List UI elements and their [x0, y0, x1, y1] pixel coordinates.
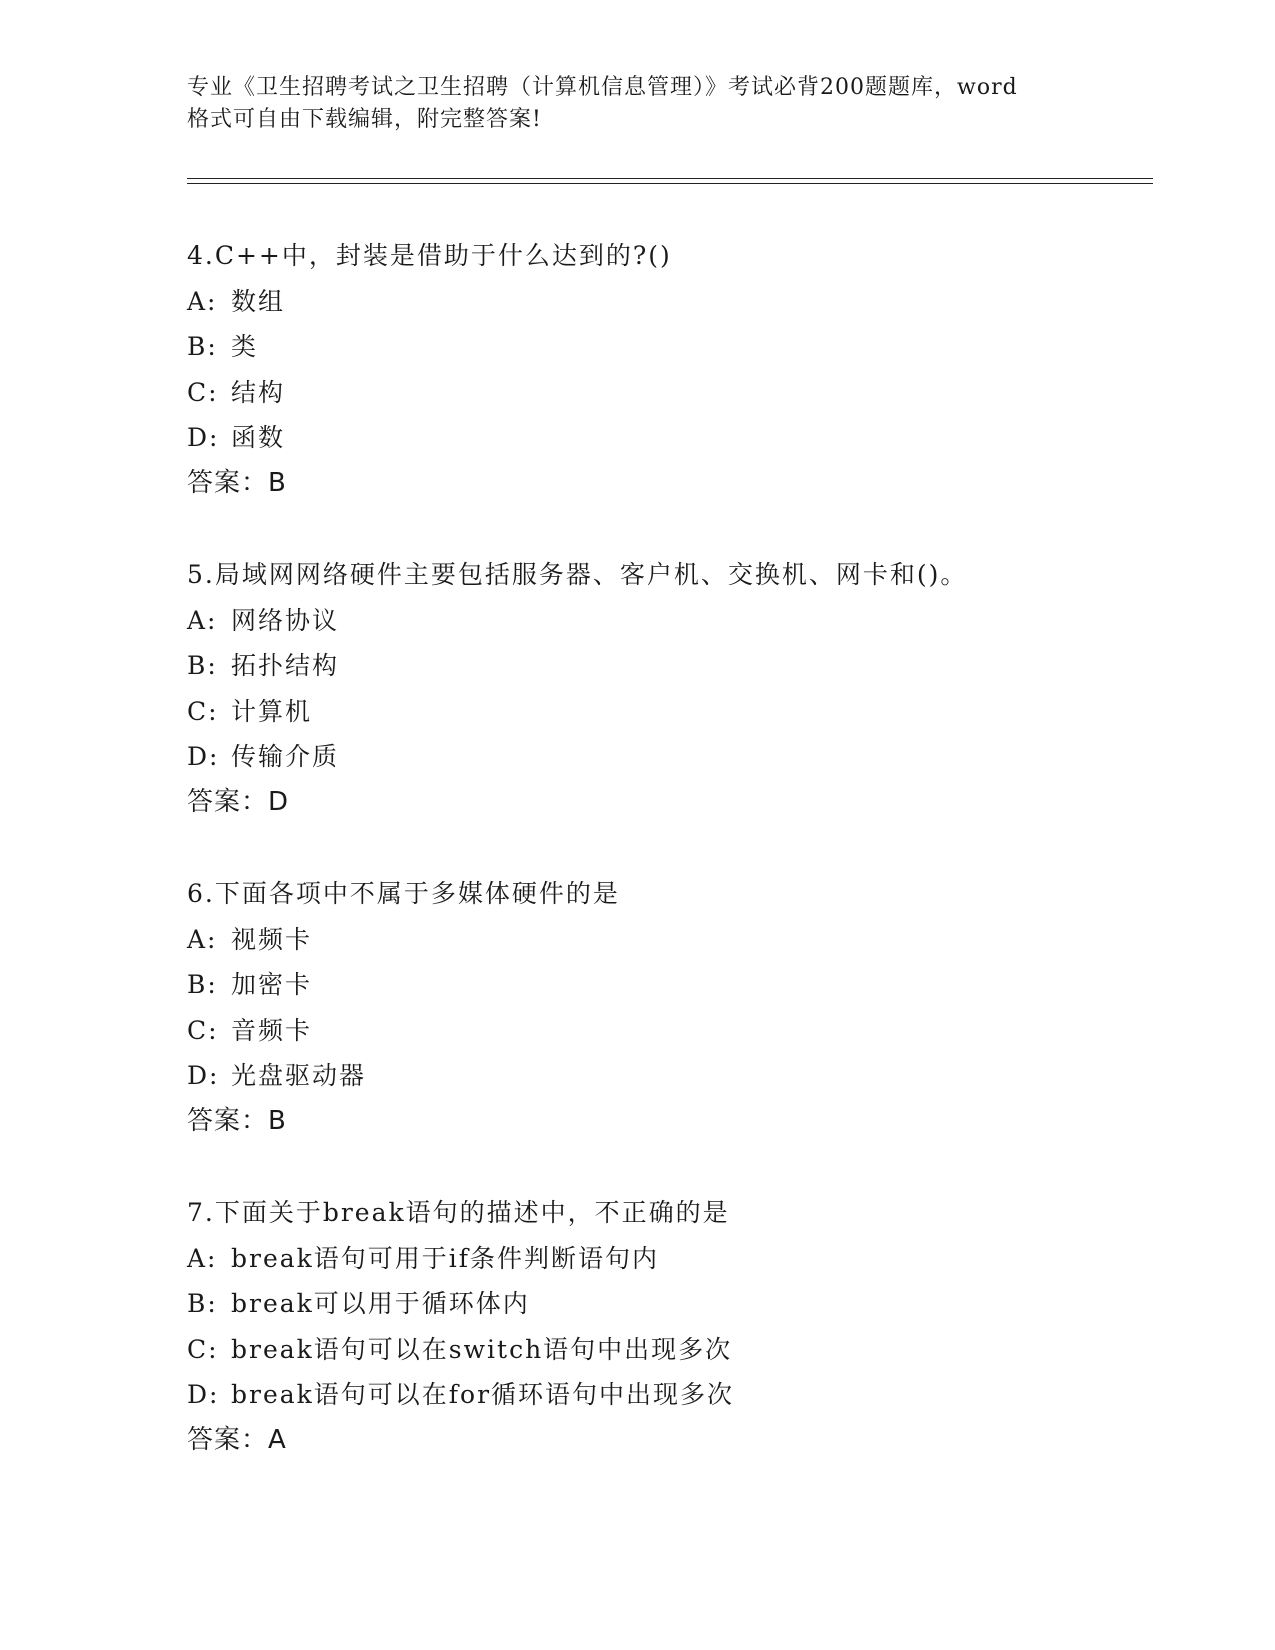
- question-text: 6.下面各项中不属于多媒体硬件的是: [187, 879, 620, 908]
- option-c: [187, 370, 1087, 416]
- answer-line: 答案：B: [187, 1105, 287, 1136]
- option-d: [187, 734, 1087, 780]
- option-text: break语句可以在for循环语句中出现多次: [231, 1380, 735, 1409]
- option-text: break语句可用于if条件判断语句内: [231, 1243, 660, 1273]
- option-letter: D:: [187, 742, 220, 771]
- option-letter: C:: [187, 377, 219, 407]
- option-text: 结构: [231, 377, 286, 407]
- question-6: [187, 871, 1087, 1144]
- option-text: 数组: [231, 286, 286, 316]
- header-line-2: 格式可自由下载编辑，附完整答案!: [187, 107, 542, 132]
- question-7: [187, 1190, 1087, 1463]
- option-a: [187, 917, 1087, 963]
- option-c: [187, 1327, 1087, 1373]
- question-text: 4.C++中，封装是借助于什么达到的?(): [187, 241, 672, 270]
- option-text: 音频卡: [231, 1015, 313, 1045]
- option-d: [187, 1053, 1087, 1099]
- option-letter: C:: [187, 1015, 219, 1045]
- header-line-1: 专业《卫生招聘考试之卫生招聘（计算机信息管理）》考试必背200题题库，word: [187, 75, 1018, 100]
- question-5: [187, 552, 1087, 825]
- question-text: 5.局域网网络硬件主要包括服务器、客户机、交换机、网卡和()。: [187, 560, 968, 589]
- option-letter: A:: [187, 286, 218, 316]
- option-letter: C:: [187, 696, 219, 726]
- option-b: [187, 324, 1087, 370]
- option-letter: B:: [187, 970, 218, 999]
- option-letter: A:: [187, 924, 218, 954]
- option-letter: D:: [187, 1061, 220, 1090]
- option-text: 传输介质: [231, 742, 340, 771]
- option-b: [187, 962, 1087, 1008]
- question-text: 7.下面关于break语句的描述中，不正确的是: [187, 1198, 730, 1227]
- option-text: break可以用于循环体内: [231, 1289, 530, 1318]
- option-letter: B:: [187, 1289, 218, 1318]
- option-text: break语句可以在switch语句中出现多次: [231, 1334, 733, 1364]
- question-4: [187, 233, 1087, 506]
- option-text: 函数: [231, 423, 286, 452]
- option-letter: B:: [187, 332, 218, 361]
- header-rule-top: [187, 178, 1153, 179]
- option-a: [187, 279, 1087, 325]
- option-b: [187, 1281, 1087, 1327]
- option-letter: B:: [187, 651, 218, 680]
- option-letter: C:: [187, 1334, 219, 1364]
- option-text: 网络协议: [231, 605, 340, 635]
- header-rule-bottom: [187, 183, 1153, 184]
- answer-line: 答案：D: [187, 786, 290, 817]
- option-text: 视频卡: [231, 924, 313, 954]
- option-letter: D:: [187, 1380, 220, 1409]
- option-a: [187, 598, 1087, 644]
- option-text: 光盘驱动器: [231, 1061, 367, 1090]
- answer-line: 答案：A: [187, 1424, 287, 1455]
- option-text: 类: [231, 332, 259, 361]
- option-d: [187, 415, 1087, 461]
- option-letter: A:: [187, 1243, 218, 1273]
- option-d: [187, 1372, 1087, 1418]
- document-header: [187, 72, 1087, 136]
- option-a: [187, 1236, 1087, 1282]
- option-letter: D:: [187, 423, 220, 452]
- option-text: 计算机: [231, 696, 313, 726]
- answer-line: 答案：B: [187, 467, 287, 498]
- option-letter: A:: [187, 605, 218, 635]
- option-c: [187, 689, 1087, 735]
- option-text: 加密卡: [231, 970, 313, 999]
- option-text: 拓扑结构: [231, 651, 340, 680]
- option-c: [187, 1008, 1087, 1054]
- option-b: [187, 643, 1087, 689]
